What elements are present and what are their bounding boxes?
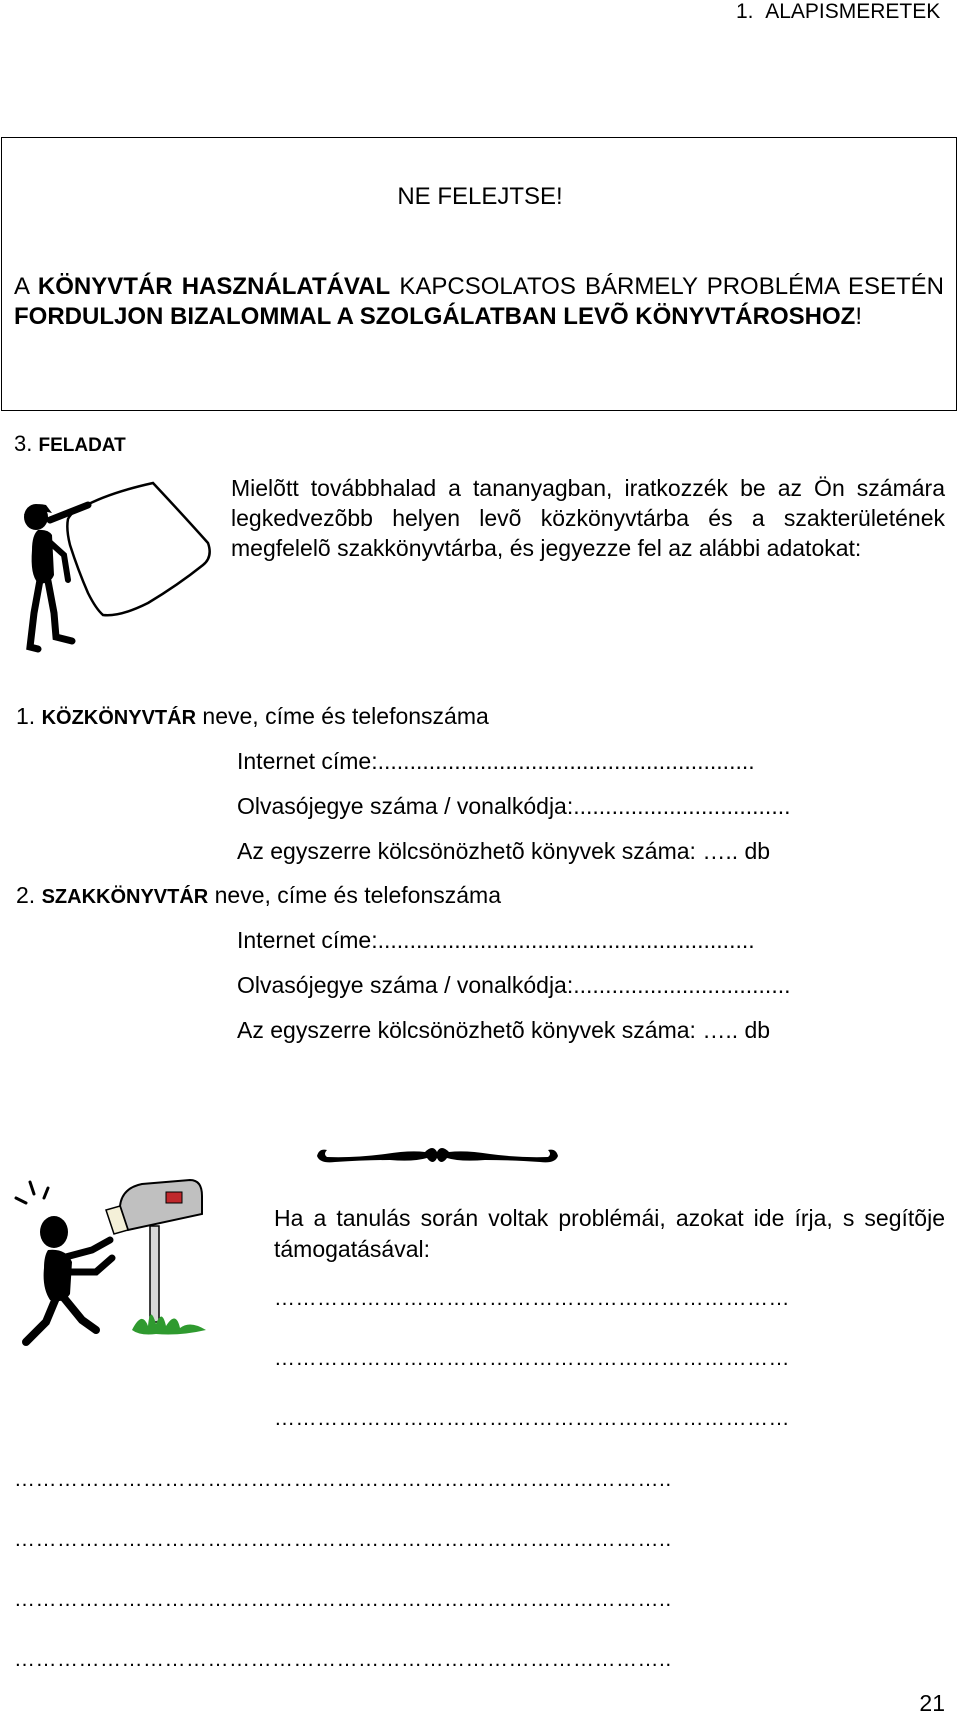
item-2-title	[16, 882, 501, 909]
figure-holding-sign-illustration	[8, 475, 213, 655]
chapter-title: ALAPISMERETEK	[765, 0, 941, 23]
man-with-mailbox-illustration	[10, 1170, 210, 1350]
notice-text-a: A	[14, 273, 38, 300]
item-2-number: 2.	[16, 882, 36, 908]
notice-text-d: FORDULJON BIZALOMMAL A SZOLGÁLATBAN LEVÕ KÖNYVTÁROSHOZ	[14, 303, 856, 330]
answer-line[interactable]: ………………………………………………………………………………..	[14, 1648, 672, 1671]
answer-line[interactable]: ………………………………………………………………	[274, 1287, 790, 1310]
item-1-name: KÖZKÖNYVTÁR	[41, 707, 197, 729]
task-number: 3.	[14, 431, 33, 456]
task-text: Mielõtt továbbhalad a tananyagban, iratkozzék be az Ön számára legkedvezõbb helyen levõ közkönyvtárba és a szakterületének megfelelõ szakkönyvtárba, és jegyezze fel az alábbi adatokat:	[231, 475, 945, 561]
answer-line[interactable]: ………………………………………………………………………………..	[14, 1588, 672, 1611]
notice-title: NE FELEJTSE!	[397, 183, 563, 210]
item-1-number: 1.	[16, 703, 36, 729]
notice-text-e: !	[855, 303, 862, 330]
decorative-divider-ornament	[315, 1140, 560, 1170]
chapter-number: 1.	[736, 0, 754, 23]
running-header	[736, 0, 940, 24]
item-1-field-internet: Internet címe:...........................................................	[237, 748, 755, 774]
item-2-field-internet: Internet címe:...........................................................	[237, 927, 755, 953]
answer-line[interactable]: ………………………………………………………………………………..	[14, 1528, 672, 1551]
item-2-field-books: Az egyszerre kölcsönözhetõ könyvek száma: ….. db	[237, 1017, 771, 1043]
task-heading	[14, 431, 126, 457]
notice-text	[14, 272, 944, 332]
page-number: 21	[919, 1690, 945, 1716]
item-2-rest: neve, címe és telefonszáma	[208, 882, 502, 908]
notice-text-c: KAPCSOLATOS BÁRMELY PROBLÉMA ESETÉN	[390, 273, 944, 300]
item-1-field-books: Az egyszerre kölcsönözhetõ könyvek száma: ….. db	[237, 838, 771, 864]
answer-line[interactable]: ………………………………………………………………	[274, 1347, 790, 1370]
item-1-field-card: Olvasójegye száma / vonalkódja:..................................	[237, 793, 791, 819]
item-2-name: SZAKKÖNYVTÁR	[41, 886, 209, 908]
notice-text-b: KÖNYVTÁR HASZNÁLATÁVAL	[37, 273, 391, 300]
item-1-title	[16, 703, 489, 730]
answer-line[interactable]: ………………………………………………………………………………..	[14, 1468, 672, 1491]
task-label: FELADAT	[38, 435, 126, 456]
problems-text: Ha a tanulás során voltak problémái, azokat ide írja, s segítõje támogatásával:	[274, 1205, 945, 1262]
answer-line[interactable]: ………………………………………………………………	[274, 1407, 790, 1430]
item-2-field-card: Olvasójegye száma / vonalkódja:..................................	[237, 972, 791, 998]
item-1-rest: neve, címe és telefonszáma	[196, 703, 489, 729]
